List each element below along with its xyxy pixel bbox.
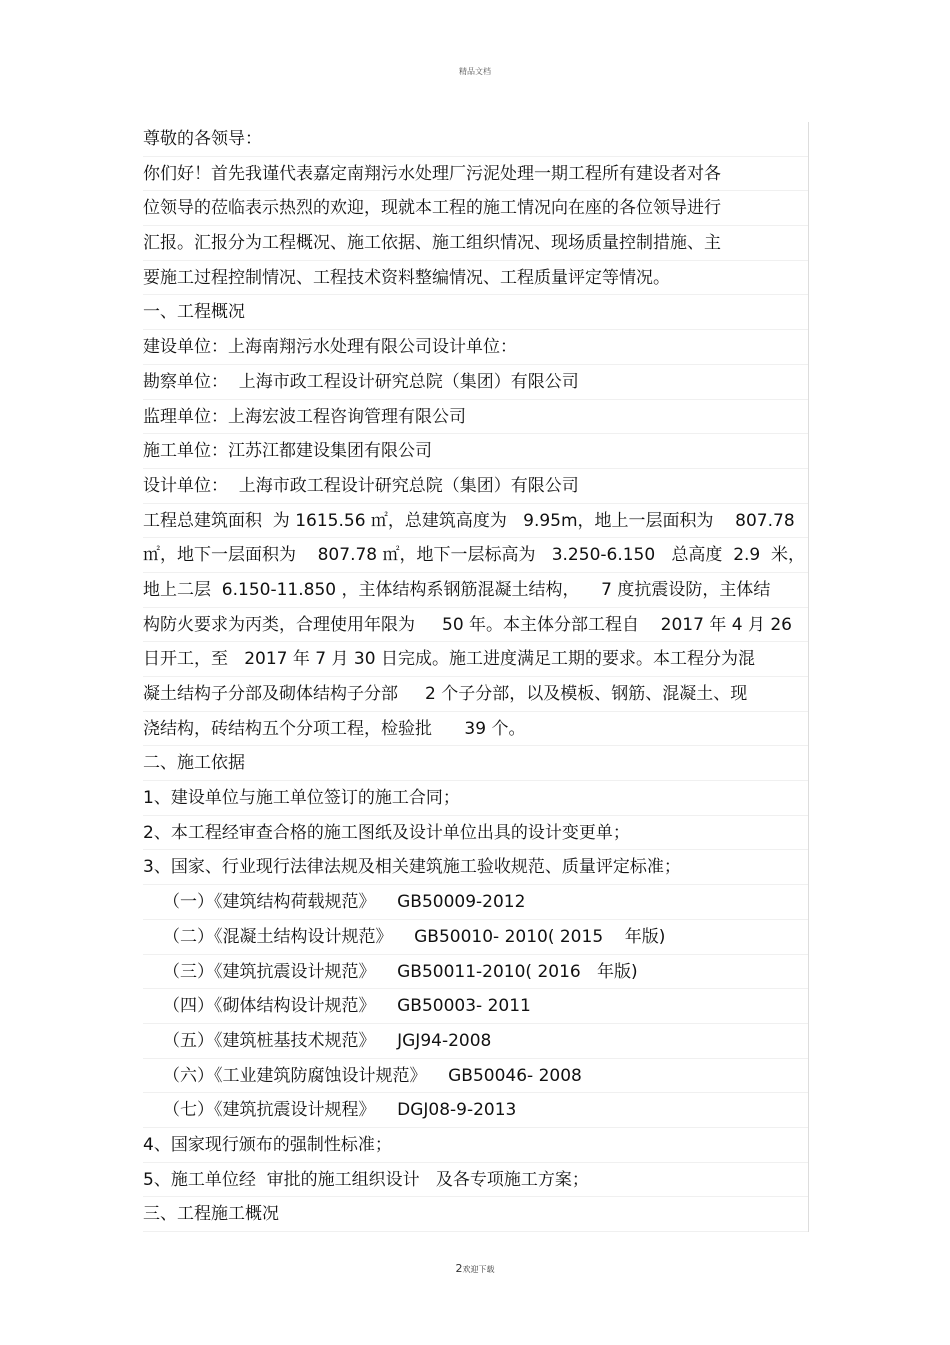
text-line: 凝土结构子分部及砌体结构子分部 2 个子分部，以及模板、钢筋、混凝土、现 bbox=[143, 677, 808, 712]
footer-text: 欢迎下载 bbox=[462, 1265, 495, 1274]
text-line: （四）《砌体结构设计规范》 GB50003- 2011 bbox=[143, 989, 808, 1024]
text-line: （一）《建筑结构荷载规范》 GB50009-2012 bbox=[143, 885, 808, 920]
text-line: 1、建设单位与施工单位签订的施工合同； bbox=[143, 781, 808, 816]
text-line: 日开工，至 2017 年 7 月 30 日完成。施工进度满足工期的要求。本工程分为混 bbox=[143, 642, 808, 677]
page-number: 2 bbox=[455, 1262, 463, 1275]
text-line: 浇结构，砖结构五个分项工程，检验批 39 个。 bbox=[143, 712, 808, 747]
text-line: 监理单位：上海宏波工程咨询管理有限公司 bbox=[143, 400, 808, 435]
text-line: 3、国家、行业现行法律法规及相关建筑施工验收规范、质量评定标准； bbox=[143, 850, 808, 885]
text-line: 施工单位：江苏江都建设集团有限公司 bbox=[143, 434, 808, 469]
page-header: 精品文档 bbox=[459, 67, 491, 76]
text-line: 2、本工程经审查合格的施工图纸及设计单位出具的设计变更单； bbox=[143, 816, 808, 851]
text-line: （五）《建筑桩基技术规范》 JGJ94-2008 bbox=[143, 1024, 808, 1059]
text-line: 汇报。汇报分为工程概况、施工依据、施工组织情况、现场质量控制措施、主 bbox=[143, 226, 808, 261]
text-line: 尊敬的各领导： bbox=[143, 122, 808, 157]
text-line: 构防火要求为丙类，合理使用年限为 50 年。本主体分部工程自 2017 年 4 月 26 bbox=[143, 608, 808, 643]
text-line: 建设单位：上海南翔污水处理有限公司设计单位： bbox=[143, 330, 808, 365]
text-line: 位领导的莅临表示热烈的欢迎，现就本工程的施工情况向在座的各位领导进行 bbox=[143, 191, 808, 226]
page-footer bbox=[0, 1262, 950, 1275]
text-line: 地上二层 6.150-11.850 ，主体结构系钢筋混凝土结构， 7 度抗震设防，主体结 bbox=[143, 573, 808, 608]
text-line: ㎡，地下一层面积为 807.78 ㎡，地下一层标高为 3.250-6.150 总高度 2.9 米， bbox=[143, 538, 808, 573]
text-line: 一、工程概况 bbox=[143, 295, 808, 330]
text-line: 4、国家现行颁布的强制性标准； bbox=[143, 1128, 808, 1163]
text-line: （六）《工业建筑防腐蚀设计规范》 GB50046- 2008 bbox=[143, 1059, 808, 1094]
text-line: （七）《建筑抗震设计规程》 DGJ08-9-2013 bbox=[143, 1093, 808, 1128]
text-line: 设计单位： 上海市政工程设计研究总院（集团）有限公司 bbox=[143, 469, 808, 504]
text-line: （三）《建筑抗震设计规范》 GB50011-2010( 2016 年版) bbox=[143, 955, 808, 990]
text-line: 5、施工单位经 审批的施工组织设计 及各专项施工方案； bbox=[143, 1163, 808, 1198]
text-line: 你们好！首先我谨代表嘉定南翔污水处理厂污泥处理一期工程所有建设者对各 bbox=[143, 157, 808, 192]
text-line: 勘察单位： 上海市政工程设计研究总院（集团）有限公司 bbox=[143, 365, 808, 400]
document-body bbox=[143, 122, 809, 1232]
text-line: 三、工程施工概况 bbox=[143, 1197, 808, 1232]
text-line: （二）《混凝土结构设计规范》 GB50010- 2010( 2015 年版) bbox=[143, 920, 808, 955]
text-line: 要施工过程控制情况、工程技术资料整编情况、工程质量评定等情况。 bbox=[143, 261, 808, 296]
text-line: 工程总建筑面积 为 1615.56 ㎡，总建筑高度为 9.95m，地上一层面积为 807.78 bbox=[143, 504, 808, 539]
text-line: 二、施工依据 bbox=[143, 746, 808, 781]
